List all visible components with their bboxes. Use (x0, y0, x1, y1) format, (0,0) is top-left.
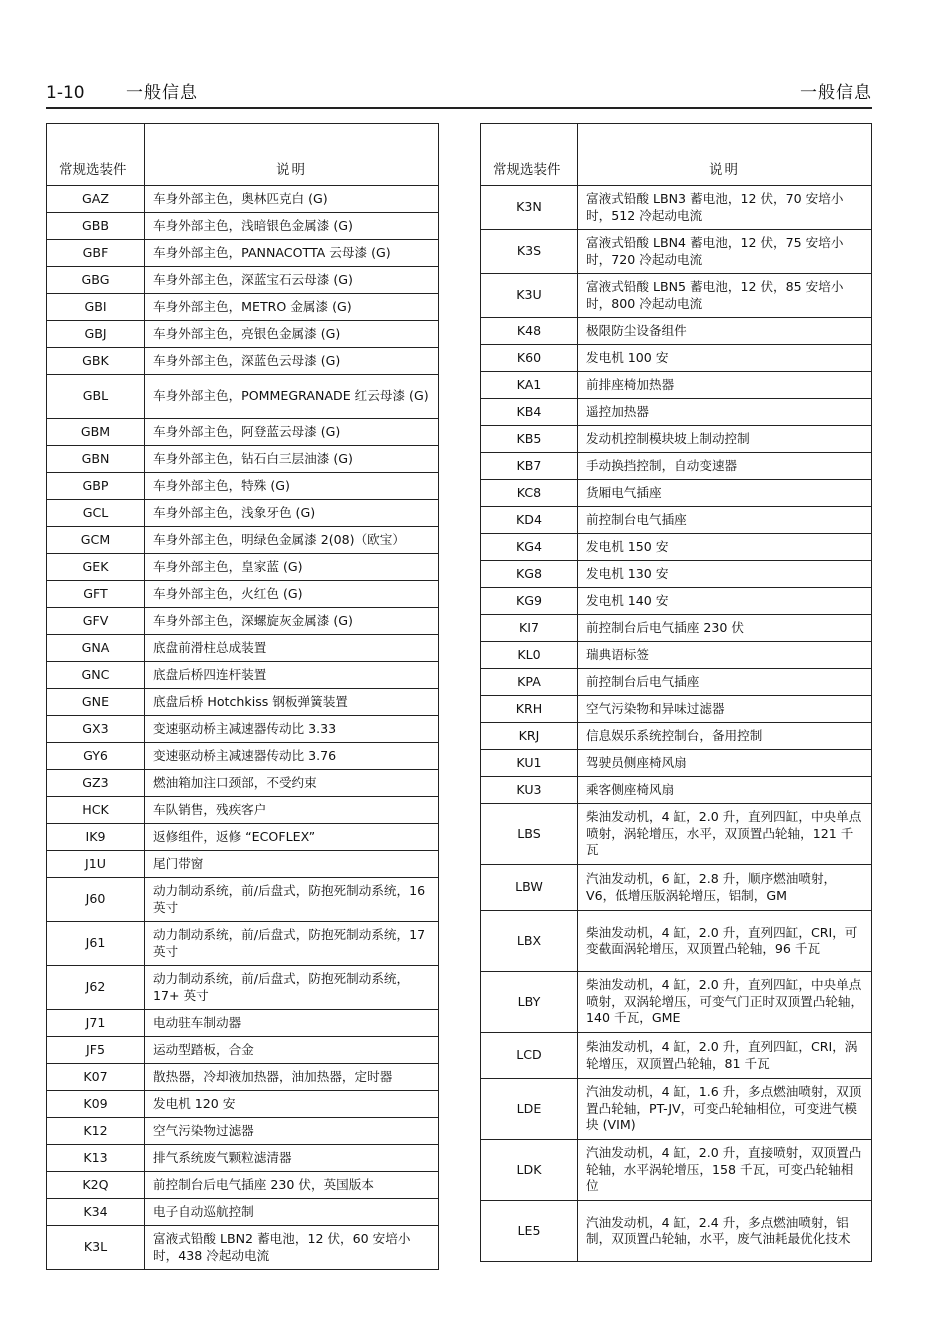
table-row (481, 615, 872, 642)
table-row (47, 1037, 439, 1064)
option-description: 车身外部主色，火红色 (G) (145, 581, 439, 608)
table-row (481, 507, 872, 534)
table-row (47, 1118, 439, 1145)
option-description: 柴油发动机，4 缸，2.0 升，直列四缸，CRI，涡轮增压，双顶置凸轮轴，81 千瓦 (578, 1033, 872, 1079)
option-description: 乘客侧座椅风扇 (578, 777, 872, 804)
table-row (481, 399, 872, 426)
option-code: GNE (47, 689, 145, 716)
option-code: K3N (481, 186, 578, 230)
table-row (47, 966, 439, 1010)
table-row (47, 1064, 439, 1091)
table-row (481, 642, 872, 669)
table-row (481, 1079, 872, 1140)
option-code: J60 (47, 878, 145, 922)
option-description: 富液式铅酸 LBN3 蓄电池，12 伏，70 安培小时，512 冷起动电流 (578, 186, 872, 230)
option-description: 空气污染物过滤器 (145, 1118, 439, 1145)
option-description: 车身外部主色，深蓝宝石云母漆 (G) (145, 267, 439, 294)
option-description: 汽油发动机，4 缸，1.6 升，多点燃油喷射，双顶置凸轮轴，PT-JV，可变凸轮轴相位，可变进气模块 (VIM) (578, 1079, 872, 1140)
option-code: KRH (481, 696, 578, 723)
option-code: K12 (47, 1118, 145, 1145)
column-header-option: 常规选装件 (481, 124, 578, 186)
option-code: GEK (47, 554, 145, 581)
option-code: KU3 (481, 777, 578, 804)
table-row (47, 527, 439, 554)
option-description: 前控制台电气插座 (578, 507, 872, 534)
option-code: J62 (47, 966, 145, 1010)
table-row (481, 750, 872, 777)
table-row (481, 865, 872, 911)
option-code: K09 (47, 1091, 145, 1118)
option-description: 运动型踏板，合金 (145, 1037, 439, 1064)
table-row (481, 186, 872, 230)
table-row (47, 878, 439, 922)
table-row (481, 696, 872, 723)
table-row (47, 743, 439, 770)
option-description: 前控制台后电气插座 230 伏 (578, 615, 872, 642)
table-row (47, 1091, 439, 1118)
table-row (47, 1199, 439, 1226)
option-description: 前排座椅加热器 (578, 372, 872, 399)
option-code: GBI (47, 294, 145, 321)
option-code: J61 (47, 922, 145, 966)
option-description: 底盘后桥四连杆装置 (145, 662, 439, 689)
option-description: 车队销售，残疾客户 (145, 797, 439, 824)
table-row (47, 294, 439, 321)
option-description: 遥控加热器 (578, 399, 872, 426)
option-description: 发电机 100 安 (578, 345, 872, 372)
option-description: 动力制动系统，前/后盘式，防抱死制动系统，16 英寸 (145, 878, 439, 922)
option-code: K48 (481, 318, 578, 345)
table-row (47, 213, 439, 240)
option-code: IK9 (47, 824, 145, 851)
table-row (47, 419, 439, 446)
option-code: LE5 (481, 1201, 578, 1262)
option-code: HCK (47, 797, 145, 824)
option-code: K60 (481, 345, 578, 372)
option-code: GBP (47, 473, 145, 500)
table-row (47, 716, 439, 743)
table-row (481, 911, 872, 972)
option-code: KB4 (481, 399, 578, 426)
option-code: KG9 (481, 588, 578, 615)
table-row (47, 186, 439, 213)
option-code: K2Q (47, 1172, 145, 1199)
option-code: GFV (47, 608, 145, 635)
option-description: 变速驱动桥主减速器传动比 3.76 (145, 743, 439, 770)
option-description: 车身外部主色，钻石白三层油漆 (G) (145, 446, 439, 473)
option-description: 汽油发动机，4 缸，2.0 升，直接喷射，双顶置凸轮轴，水平涡轮增压，158 千瓦，可变凸轮轴相位 (578, 1140, 872, 1201)
option-description: 富液式铅酸 LBN2 蓄电池，12 伏，60 安培小时，438 冷起动电流 (145, 1226, 439, 1270)
options-table-right (480, 123, 872, 1262)
option-description: 汽油发动机，6 缸，2.8 升，顺序燃油喷射，V6，低增压版涡轮增压，铝制，GM (578, 865, 872, 911)
option-code: GBL (47, 375, 145, 419)
section-title-left: 一般信息 (126, 83, 198, 103)
option-description: 车身外部主色，明绿色金属漆 2(08)（欧宝） (145, 527, 439, 554)
option-description: 车身外部主色，浅暗银色金属漆 (G) (145, 213, 439, 240)
option-code: LBY (481, 972, 578, 1033)
table-row (47, 446, 439, 473)
option-description: 信息娱乐系统控制台，备用控制 (578, 723, 872, 750)
table-row (47, 375, 439, 419)
option-code: KI7 (481, 615, 578, 642)
option-description: 车身外部主色，深蓝色云母漆 (G) (145, 348, 439, 375)
table-row (481, 561, 872, 588)
table-row (481, 453, 872, 480)
option-code: LBW (481, 865, 578, 911)
option-description: 发电机 140 安 (578, 588, 872, 615)
options-table-left (46, 123, 439, 1270)
option-code: KU1 (481, 750, 578, 777)
option-description: 手动换挡控制，自动变速器 (578, 453, 872, 480)
option-description: 柴油发动机，4 缸，2.0 升，直列四缸，中央单点喷射，涡轮增压，水平，双顶置凸轮轴，121 千瓦 (578, 804, 872, 865)
option-code: GBB (47, 213, 145, 240)
option-description: 车身外部主色，深螺旋灰金属漆 (G) (145, 608, 439, 635)
option-code: KG4 (481, 534, 578, 561)
option-description: 返修组件，返修 “ECOFLEX” (145, 824, 439, 851)
table-row (481, 372, 872, 399)
option-code: LCD (481, 1033, 578, 1079)
table-row (481, 669, 872, 696)
table-row (481, 345, 872, 372)
option-code: GFT (47, 581, 145, 608)
option-description: 富液式铅酸 LBN5 蓄电池，12 伏，85 安培小时，800 冷起动电流 (578, 274, 872, 318)
option-description: 尾门带窗 (145, 851, 439, 878)
table-row (47, 770, 439, 797)
option-description: 车身外部主色，亮银色金属漆 (G) (145, 321, 439, 348)
option-code: GBN (47, 446, 145, 473)
option-code: LDK (481, 1140, 578, 1201)
option-code: J71 (47, 1010, 145, 1037)
option-description: 车身外部主色，POMMEGRANADE 红云母漆 (G) (145, 375, 439, 419)
option-code: GBJ (47, 321, 145, 348)
option-description: 散热器，冷却液加热器，油加热器，定时器 (145, 1064, 439, 1091)
option-code: GY6 (47, 743, 145, 770)
column-header-description: 说明 (145, 124, 439, 186)
option-code: LDE (481, 1079, 578, 1140)
table-row (481, 426, 872, 453)
table-row (481, 274, 872, 318)
option-description: 货厢电气插座 (578, 480, 872, 507)
table-row (481, 1033, 872, 1079)
option-description: 车身外部主色，奥林匹克白 (G) (145, 186, 439, 213)
option-description: 车身外部主色，METRO 金属漆 (G) (145, 294, 439, 321)
option-code: GBK (47, 348, 145, 375)
option-code: GBG (47, 267, 145, 294)
option-code: GZ3 (47, 770, 145, 797)
option-code: KB5 (481, 426, 578, 453)
option-description: 动力制动系统，前/后盘式，防抱死制动系统，17 英寸 (145, 922, 439, 966)
option-code: GCL (47, 500, 145, 527)
option-description: 极限防尘设备组件 (578, 318, 872, 345)
option-code: GBF (47, 240, 145, 267)
option-code: GAZ (47, 186, 145, 213)
option-description: 前控制台后电气插座 (578, 669, 872, 696)
option-description: 富液式铅酸 LBN4 蓄电池，12 伏，75 安培小时，720 冷起动电流 (578, 230, 872, 274)
table-row (47, 1226, 439, 1270)
table-row (47, 1145, 439, 1172)
option-description: 电子自动巡航控制 (145, 1199, 439, 1226)
table-row (47, 851, 439, 878)
option-code: GNA (47, 635, 145, 662)
option-code: K34 (47, 1199, 145, 1226)
table-row (481, 777, 872, 804)
option-description: 前控制台后电气插座 230 伏，英国版本 (145, 1172, 439, 1199)
option-description: 柴油发动机，4 缸，2.0 升，直列四缸，中央单点喷射，双涡轮增压，可变气门正时双顶置凸轮轴，140 千瓦，GME (578, 972, 872, 1033)
option-code: J1U (47, 851, 145, 878)
table-row (47, 473, 439, 500)
option-code: K3U (481, 274, 578, 318)
option-code: KA1 (481, 372, 578, 399)
table-body-right (481, 186, 872, 1262)
table-row (47, 662, 439, 689)
option-code: KB7 (481, 453, 578, 480)
table-row (47, 267, 439, 294)
option-description: 发电机 120 安 (145, 1091, 439, 1118)
option-code: KG8 (481, 561, 578, 588)
option-code: GX3 (47, 716, 145, 743)
table-row (47, 240, 439, 267)
option-description: 动力制动系统，前/后盘式，防抱死制动系统，17+ 英寸 (145, 966, 439, 1010)
table-row (481, 318, 872, 345)
option-description: 车身外部主色，PANNACOTTA 云母漆 (G) (145, 240, 439, 267)
option-code: K13 (47, 1145, 145, 1172)
table-row (481, 723, 872, 750)
option-code: KD4 (481, 507, 578, 534)
option-description: 车身外部主色，特殊 (G) (145, 473, 439, 500)
option-description: 发电机 130 安 (578, 561, 872, 588)
option-code: JF5 (47, 1037, 145, 1064)
option-code: KL0 (481, 642, 578, 669)
table-row (47, 1172, 439, 1199)
table-row (481, 972, 872, 1033)
option-code: KRJ (481, 723, 578, 750)
option-description: 驾驶员侧座椅风扇 (578, 750, 872, 777)
table-row (47, 635, 439, 662)
option-description: 空气污染物和异味过滤器 (578, 696, 872, 723)
option-code: LBX (481, 911, 578, 972)
page-number: 1-10 (46, 83, 85, 103)
option-code: GBM (47, 419, 145, 446)
option-code: KPA (481, 669, 578, 696)
table-row (47, 581, 439, 608)
table-row (47, 689, 439, 716)
option-code: K3L (47, 1226, 145, 1270)
option-description: 变速驱动桥主减速器传动比 3.33 (145, 716, 439, 743)
option-description: 车身外部主色，阿登蓝云母漆 (G) (145, 419, 439, 446)
option-code: LBS (481, 804, 578, 865)
table-row (481, 1201, 872, 1262)
option-code: K07 (47, 1064, 145, 1091)
table-row (47, 824, 439, 851)
option-description: 发动机控制模块坡上制动控制 (578, 426, 872, 453)
header-rule (46, 107, 872, 109)
option-description: 柴油发动机，4 缸，2.0 升，直列四缸，CRI，可变截面涡轮增压，双顶置凸轮轴，96 千瓦 (578, 911, 872, 972)
table-row (47, 554, 439, 581)
option-description: 排气系统废气颗粒滤清器 (145, 1145, 439, 1172)
option-description: 瑞典语标签 (578, 642, 872, 669)
option-description: 汽油发动机，4 缸，2.4 升，多点燃油喷射，铝制，双顶置凸轮轴，水平，废气油耗最优化技术 (578, 1201, 872, 1262)
table-header-row (47, 124, 439, 186)
option-description: 电动驻车制动器 (145, 1010, 439, 1037)
option-code: KC8 (481, 480, 578, 507)
option-description: 车身外部主色，浅象牙色 (G) (145, 500, 439, 527)
page-header (46, 82, 872, 106)
table-row (481, 480, 872, 507)
table-row (481, 230, 872, 274)
table-row (47, 797, 439, 824)
table-row (47, 608, 439, 635)
section-title-right: 一般信息 (800, 83, 872, 103)
option-description: 燃油箱加注口颈部，不受约束 (145, 770, 439, 797)
table-row (481, 804, 872, 865)
option-code: GNC (47, 662, 145, 689)
table-row (481, 1140, 872, 1201)
table-header-row (481, 124, 872, 186)
option-description: 底盘后桥 Hotchkiss 钢板弹簧装置 (145, 689, 439, 716)
table-row (481, 588, 872, 615)
table-row (481, 534, 872, 561)
table-row (47, 922, 439, 966)
option-description: 底盘前滑柱总成装置 (145, 635, 439, 662)
column-header-description: 说明 (578, 124, 872, 186)
table-body-left (47, 186, 439, 1270)
option-code: K3S (481, 230, 578, 274)
column-header-option: 常规选装件 (47, 124, 145, 186)
option-description: 发电机 150 安 (578, 534, 872, 561)
table-row (47, 321, 439, 348)
table-row (47, 348, 439, 375)
table-row (47, 1010, 439, 1037)
table-row (47, 500, 439, 527)
option-code: GCM (47, 527, 145, 554)
option-description: 车身外部主色，皇家蓝 (G) (145, 554, 439, 581)
